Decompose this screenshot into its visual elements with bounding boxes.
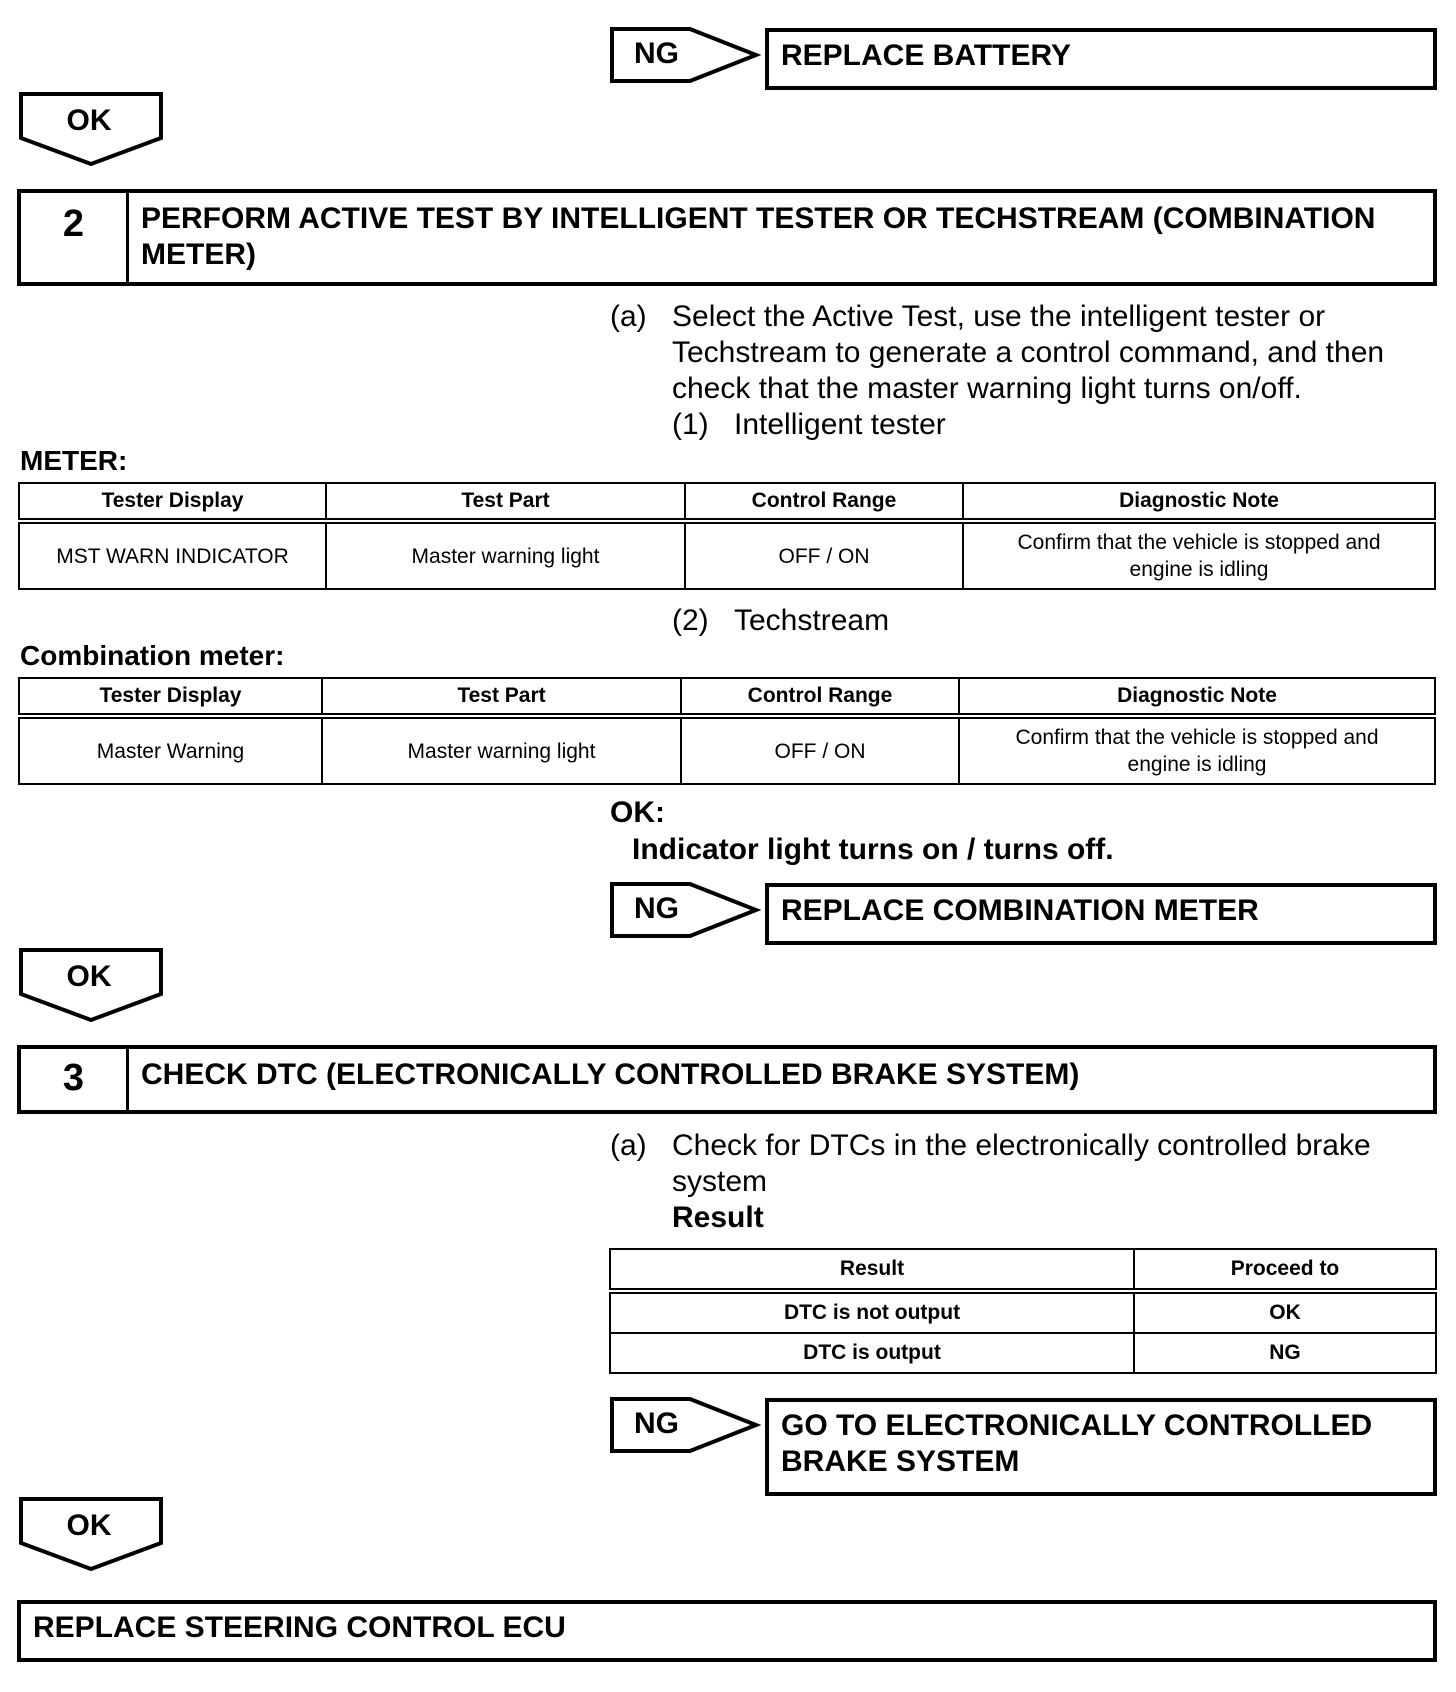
column-header: Tester Display (19, 483, 326, 521)
table-row (19, 521, 1435, 589)
sub-item-text: Intelligent tester (734, 408, 946, 441)
ng-label: NG (634, 37, 679, 70)
instruction-line: Check for DTCs in the electronically controlled brake (672, 1129, 1371, 1162)
cell-line: engine is idling (1129, 558, 1269, 581)
step-title: CHECK DTC (ELECTRONICALLY CONTROLLED BRAKE SYSTEM) (141, 1058, 1080, 1091)
table-header-row (19, 678, 1435, 716)
instruction-line: system (672, 1165, 768, 1198)
step-title: PERFORM ACTIVE TEST BY INTELLIGENT TESTER OR TECHSTREAM (COMBINATION METER) (141, 202, 1376, 271)
final-result-replace-ecu: REPLACE STEERING CONTROL ECU (17, 1600, 1437, 1662)
instruction-line: Select the Active Test, use the intelligent tester or (672, 300, 1326, 333)
column-header: Diagnostic Note (959, 678, 1435, 716)
sub-item-2 (672, 603, 1072, 639)
ok-condition: Indicator light turns on / turns off. (632, 833, 1114, 866)
step-number: 2 (21, 193, 129, 282)
item-label: (2) (672, 604, 709, 637)
item-label: (a) (610, 300, 647, 333)
column-header: Diagnostic Note (963, 483, 1435, 521)
ng-result-replace-battery: REPLACE BATTERY (765, 28, 1437, 90)
column-header: Test Part (322, 678, 681, 716)
column-header: Control Range (685, 483, 963, 521)
table-cell (959, 716, 1435, 784)
table-cell: DTC is output (610, 1333, 1134, 1373)
table-cell: Master Warning (19, 716, 322, 784)
result-line: BRAKE SYSTEM (781, 1445, 1020, 1478)
table-cell: NG (1134, 1333, 1436, 1373)
table-heading-meter: METER: (20, 445, 128, 476)
table-header-row (19, 483, 1435, 521)
ok-label: OK (66, 960, 112, 993)
cell-line: Confirm that the vehicle is stopped and (1015, 726, 1379, 749)
column-header: Tester Display (19, 678, 322, 716)
step-3-header (17, 1045, 1437, 1114)
active-test-table-techstream (18, 677, 1436, 785)
result-line: GO TO ELECTRONICALLY CONTROLLED (781, 1409, 1373, 1442)
item-label: (1) (672, 408, 709, 441)
ok-heading: OK: (610, 796, 665, 829)
cell-line: engine is idling (1127, 753, 1267, 776)
table-header-row (610, 1249, 1436, 1291)
table-heading-combination-meter: Combination meter: (20, 640, 285, 671)
step-2-header (17, 189, 1437, 286)
table-cell: OFF / ON (681, 716, 959, 784)
result-table (609, 1248, 1437, 1374)
sub-item-text: Techstream (734, 604, 890, 637)
ok-label: OK (66, 1509, 112, 1542)
ng-label: NG (634, 892, 679, 925)
table-row (610, 1291, 1436, 1333)
table-row (610, 1333, 1436, 1373)
instruction-line: Techstream to generate a control command, and then (672, 336, 1385, 369)
table-cell: OFF / ON (685, 521, 963, 589)
item-label: (a) (610, 1129, 647, 1162)
table-cell: OK (1134, 1291, 1436, 1333)
ng-arrow (610, 882, 760, 940)
ng-label: NG (634, 1407, 679, 1440)
table-cell: Master warning light (322, 716, 681, 784)
column-header: Proceed to (1134, 1249, 1436, 1291)
instruction-a (610, 299, 1440, 409)
active-test-table-meter (18, 482, 1436, 590)
ng-arrow (610, 1397, 760, 1455)
ng-result-go-to-ecb (765, 1398, 1437, 1496)
table-cell (963, 521, 1435, 589)
ng-result-replace-combination-meter: REPLACE COMBINATION METER (765, 883, 1437, 945)
column-header: Result (610, 1249, 1134, 1291)
result-heading: Result (672, 1201, 764, 1234)
instruction-line: check that the master warning light turns on/off. (672, 372, 1302, 405)
column-header: Control Range (681, 678, 959, 716)
table-cell: DTC is not output (610, 1291, 1134, 1333)
instruction-a (610, 1128, 1440, 1238)
table-row (19, 716, 1435, 784)
sub-item-1 (672, 407, 1072, 443)
column-header: Test Part (326, 483, 685, 521)
table-cell: MST WARN INDICATOR (19, 521, 326, 589)
table-cell: Master warning light (326, 521, 685, 589)
step-number: 3 (21, 1049, 129, 1110)
ok-label: OK (66, 104, 112, 137)
cell-line: Confirm that the vehicle is stopped and (1017, 531, 1381, 554)
ng-arrow (610, 27, 760, 85)
